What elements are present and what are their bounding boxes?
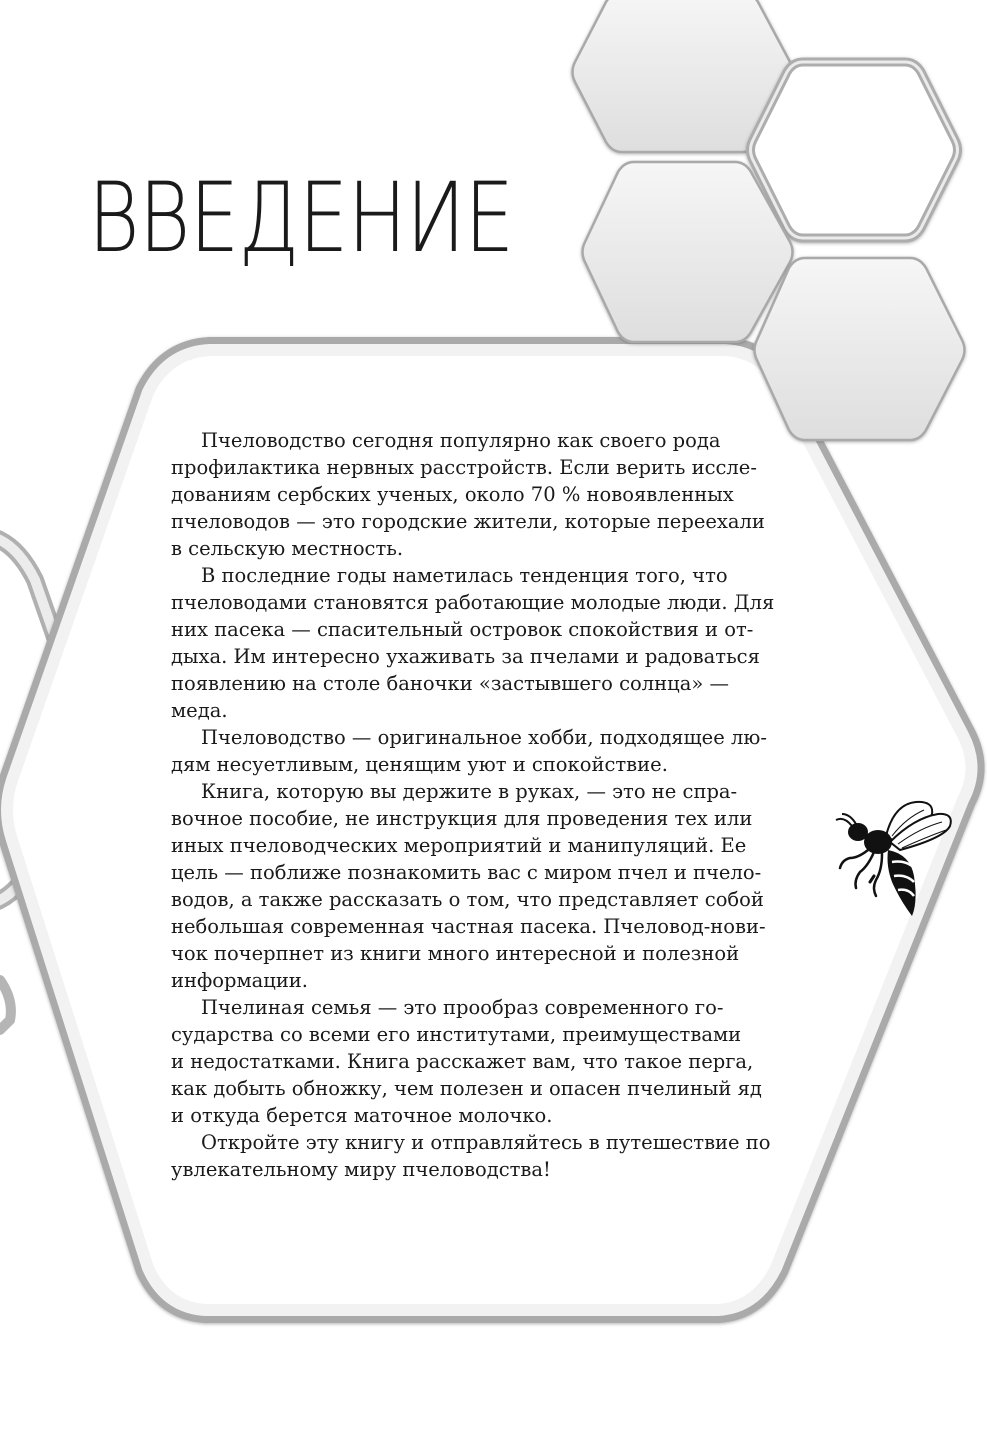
bee-abdomen [888,850,916,916]
hexagon-upper-right [751,62,958,238]
text-line: увлекательному миру пчеловодства! [171,1158,551,1181]
paragraph [171,1129,771,1183]
text-line: появлению на столе баночки «застывшего солнца» — [171,672,729,695]
body-text [171,427,775,1183]
text-line: чок почерпнет из книги много интересной и полезной [171,942,740,965]
text-line: и недостатками. Книга расскажет вам, что такое перга, [171,1050,754,1073]
text-line: дыха. Им интересно ухаживать за пчелами и радоваться [171,645,760,668]
hexagon-right [755,258,965,440]
hexagon-middle [583,162,793,342]
text-line: в сельскую местность. [171,537,404,560]
text-line: Пчеловодство сегодня популярно как своего рода [201,429,721,452]
text-line: цель — поближе познакомить вас с миром пчел и пчело- [171,861,762,884]
paragraph [171,562,775,724]
text-line: меда. [171,699,228,722]
text-line: иных пчеловодческих мероприятий и манипуляций. Ее [171,834,747,857]
text-line: пчеловодами становятся работающие молодые люди. Для [171,591,775,614]
paragraph [171,778,771,994]
paragraph [171,724,771,778]
page-title: ВВЕДЕНИЕ [88,162,514,274]
text-line: информации. [171,969,309,992]
text-line: и откуда берется маточное молочко. [171,1104,553,1127]
text-line: небольшая современная частная пасека. Пчеловод-нови- [171,915,766,938]
text-line: Книга, которую вы держите в руках, — это не спра- [201,780,738,803]
text-line: дям несуетливым, ценящим уют и спокойствие. [171,753,668,776]
text-line: сударства со всеми его институтами, преимуществами [171,1023,742,1046]
text-line: В последние годы наметилась тенденция того, что [201,564,728,587]
text-line: пчеловодов — это городские жители, которые переехали [171,510,765,533]
paragraph [171,427,771,562]
bee-illustration [834,796,954,918]
text-line: дованиям сербских ученых, около 70 % новоявленных [171,483,734,506]
text-line: профилактика нервных расстройств. Если верить иссле- [171,456,757,479]
text-line: вочное пособие, не инструкция для проведения тех или [171,807,753,830]
text-line: Пчеловодство — оригинальное хобби, подходящее лю- [201,726,767,749]
text-line: них пасека — спасительный островок спокойствия и от- [171,618,754,641]
text-line: как добыть обножку, чем полезен и опасен пчелиный яд [171,1077,762,1100]
text-line: водов, а также рассказать о том, что представляет собой [171,888,764,911]
text-line: Пчелиная семья — это прообраз современного го- [201,996,724,1019]
text-line: Откройте эту книгу и отправляйтесь в путешествие по [201,1131,771,1154]
paragraph [171,994,771,1129]
